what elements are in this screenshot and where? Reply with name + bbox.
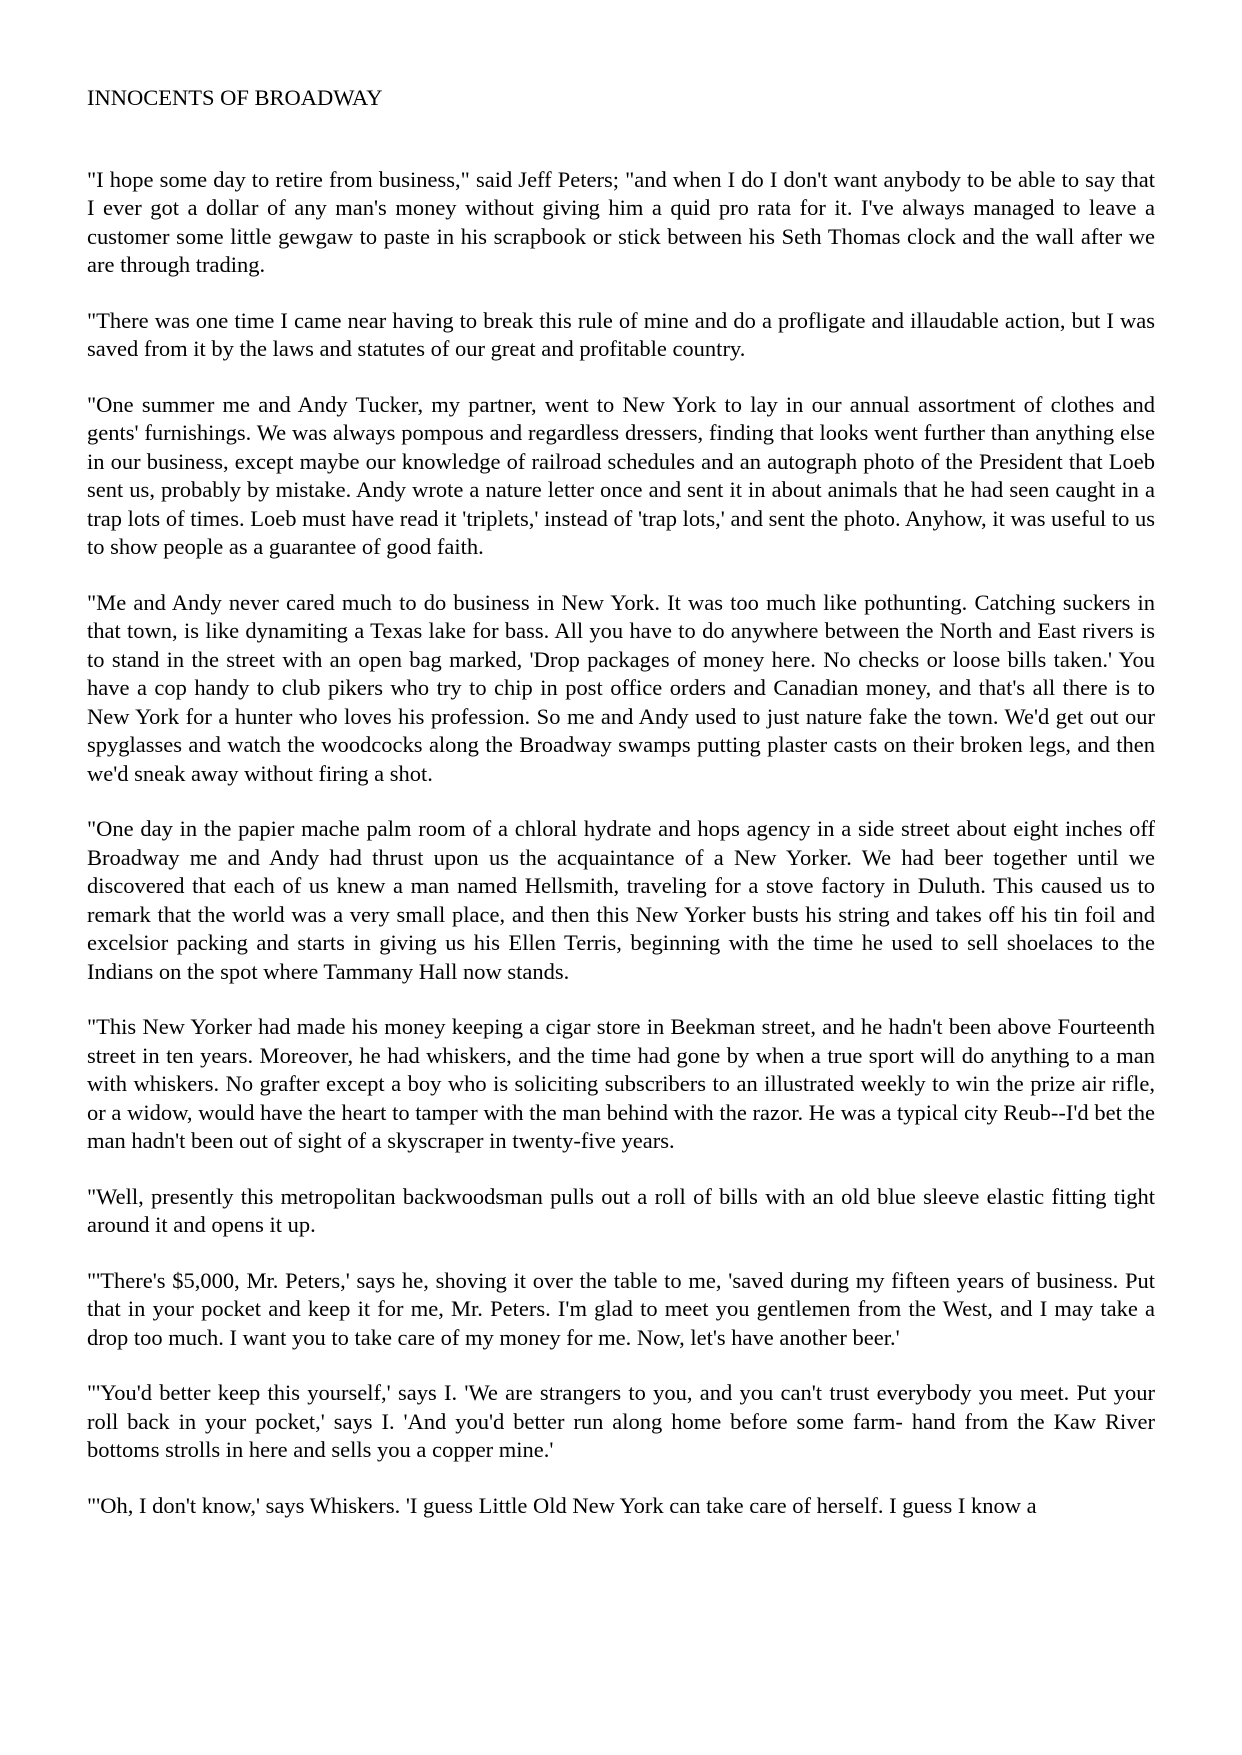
- document-title: INNOCENTS OF BROADWAY: [87, 85, 383, 110]
- paragraph-4: "Me and Andy never cared much to do business in New York. It was too much like pothunting. Catching suckers in that town, is like dynamiting a Texas lake for bass. All you have to do anywhere between the North and East rivers is to stand in the street with an open bag marked, 'Drop packages of money here. No checks or loose bills taken.' You have a cop handy to club pikers who try to chip in post office orders and Canadian money, and that's all there is to New York for a hunter who loves his profession. So me and Andy used to just nature fake the town. We'd get out our spyglasses and watch the woodcocks along the Broadway swamps putting plaster casts on their broken legs, and then we'd sneak away without firing a shot.: [87, 589, 1155, 786]
- paragraph-5: "One day in the papier mache palm room of a chloral hydrate and hops agency in a side street about eight inches off Broadway me and Andy had thrust upon us the acquaintance of a New Yorker. We had beer together until we discovered that each of us knew a man named Hellsmith, traveling for a stove factory in Duluth. This caused us to remark that the world was a very small place, and then this New Yorker busts his string and takes off his tin foil and excelsior packing and starts in giving us his Ellen Terris, beginning with the time he used to sell shoelaces to the Indians on the spot where Tammany Hall now stands.: [87, 816, 1155, 984]
- paragraph-6: "This New Yorker had made his money keeping a cigar store in Beekman street, and he hadn't been above Fourteenth street in ten years. Moreover, he had whiskers, and the time had gone by when a true sport will do anything to a man with whiskers. No grafter except a boy who is soliciting subscribers to an illustrated weekly to win the prize air rifle, or a widow, would have the heart to tamper with the man behind with the razor. He was a typical city Reub--I'd bet the man hadn't been out of sight of a skyscraper in twenty-five years.: [87, 1014, 1155, 1153]
- paragraph-2: "There was one time I came near having to break this rule of mine and do a profligate and illaudable action, but I was saved from it by the laws and statutes of our great and profitable country.: [87, 307, 1155, 361]
- paragraph-7: "Well, presently this metropolitan backwoodsman pulls out a roll of bills with an old blue sleeve elastic fitting tight around it and opens it up.: [87, 1183, 1155, 1237]
- paragraph-1: "I hope some day to retire from business," said Jeff Peters; "and when I do I don't want anybody to be able to say that I ever got a dollar of any man's money without giving him a quid pro rata for it. I've always managed to leave a customer some little gewgaw to paste in his scrapbook or stick between his Seth Thomas clock and the wall after we are through trading.: [87, 166, 1155, 277]
- paragraph-3: "One summer me and Andy Tucker, my partner, went to New York to lay in our annual assortment of clothes and gents' furnishings. We was always pompous and regardless dressers, finding that looks went further than anything else in our business, except maybe our knowledge of railroad schedules and an autograph photo of the President that Loeb sent us, probably by mistake. Andy wrote a nature letter once and sent it in about animals that he had seen caught in a trap lots of times. Loeb must have read it 'triplets,' instead of 'trap lots,' and sent the photo. Anyhow, it was useful to us to show people as a guarantee of good faith.: [87, 391, 1155, 559]
- paragraph-8: "'There's $5,000, Mr. Peters,' says he, shoving it over the table to me, 'saved during my fifteen years of business. Put that in your pocket and keep it for me, Mr. Peters. I'm glad to meet you gentlemen from the West, and I may take a drop too much. I want you to take care of my money for me. Now, let's have another beer.': [87, 1267, 1155, 1350]
- document-page: [87, 84, 1155, 1547]
- paragraph-10: "'Oh, I don't know,' says Whiskers. 'I guess Little Old New York can take care of herself. I guess I know a: [87, 1492, 1037, 1518]
- paragraph-9: "'You'd better keep this yourself,' says I. 'We are strangers to you, and you can't trust everybody you meet. Put your roll back in your pocket,' says I. 'And you'd better run along home before some farm- hand from the Kaw River bottoms strolls in here and sells you a copper mine.': [87, 1380, 1155, 1462]
